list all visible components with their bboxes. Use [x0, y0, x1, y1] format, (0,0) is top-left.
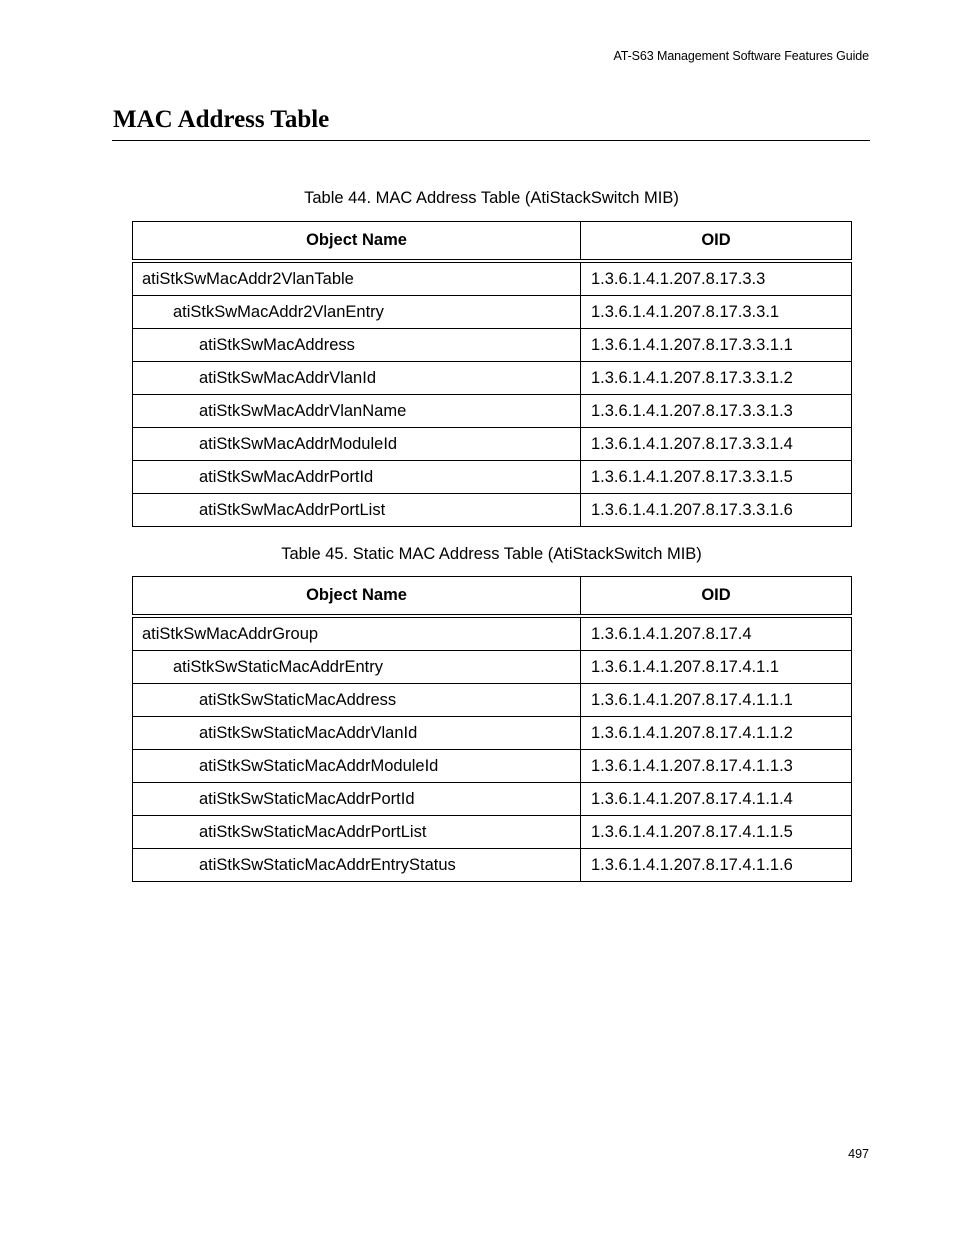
- table-row: [133, 816, 852, 849]
- running-header: AT-S63 Management Software Features Guide: [613, 49, 869, 63]
- oid-cell: 1.3.6.1.4.1.207.8.17.3.3.1: [581, 296, 852, 329]
- mib-table: [132, 221, 852, 527]
- column-header-oid: OID: [581, 222, 852, 262]
- object-name-cell: atiStkSwMacAddrVlanName: [133, 395, 581, 428]
- column-header-oid: OID: [581, 577, 852, 617]
- table-header-row: [133, 222, 852, 262]
- section-title: MAC Address Table: [113, 106, 330, 133]
- table-caption: Table 44. MAC Address Table (AtiStackSwitch MIB): [304, 189, 679, 207]
- table-row: [133, 395, 852, 428]
- table-caption: Table 45. Static MAC Address Table (AtiStackSwitch MIB): [281, 545, 702, 563]
- table-row: [133, 296, 852, 329]
- table-row: [133, 684, 852, 717]
- table-body: [133, 616, 852, 882]
- table-row: [133, 362, 852, 395]
- table-row: [133, 717, 852, 750]
- table-header-row: [133, 577, 852, 617]
- oid-cell: 1.3.6.1.4.1.207.8.17.3.3.1.3: [581, 395, 852, 428]
- column-header-object-name: Object Name: [133, 222, 581, 262]
- oid-cell: 1.3.6.1.4.1.207.8.17.3.3: [581, 261, 852, 296]
- mib-table: [132, 576, 852, 882]
- table-body: [133, 261, 852, 527]
- oid-cell: 1.3.6.1.4.1.207.8.17.3.3.1.2: [581, 362, 852, 395]
- object-name-cell: atiStkSwMacAddrPortList: [133, 494, 581, 527]
- object-name-cell: atiStkSwMacAddrGroup: [133, 616, 581, 651]
- table-row: [133, 494, 852, 527]
- oid-cell: 1.3.6.1.4.1.207.8.17.4.1.1.6: [581, 849, 852, 882]
- object-name-cell: atiStkSwStaticMacAddrVlanId: [133, 717, 581, 750]
- oid-cell: 1.3.6.1.4.1.207.8.17.3.3.1.4: [581, 428, 852, 461]
- oid-cell: 1.3.6.1.4.1.207.8.17.4.1.1.5: [581, 816, 852, 849]
- object-name-cell: atiStkSwMacAddr2VlanEntry: [133, 296, 581, 329]
- object-name-cell: atiStkSwMacAddrPortId: [133, 461, 581, 494]
- oid-cell: 1.3.6.1.4.1.207.8.17.3.3.1.1: [581, 329, 852, 362]
- object-name-cell: atiStkSwMacAddrModuleId: [133, 428, 581, 461]
- title-rule: [112, 140, 870, 141]
- oid-cell: 1.3.6.1.4.1.207.8.17.4: [581, 616, 852, 651]
- object-name-cell: atiStkSwMacAddr2VlanTable: [133, 261, 581, 296]
- object-name-cell: atiStkSwMacAddress: [133, 329, 581, 362]
- table-row: [133, 261, 852, 296]
- column-header-object-name: Object Name: [133, 577, 581, 617]
- table-row: [133, 461, 852, 494]
- table-row: [133, 651, 852, 684]
- table-row: [133, 616, 852, 651]
- table-row: [133, 783, 852, 816]
- table-row: [133, 329, 852, 362]
- table-row: [133, 849, 852, 882]
- oid-cell: 1.3.6.1.4.1.207.8.17.4.1.1.1: [581, 684, 852, 717]
- oid-cell: 1.3.6.1.4.1.207.8.17.3.3.1.5: [581, 461, 852, 494]
- oid-cell: 1.3.6.1.4.1.207.8.17.4.1.1.3: [581, 750, 852, 783]
- oid-cell: 1.3.6.1.4.1.207.8.17.4.1.1.4: [581, 783, 852, 816]
- object-name-cell: atiStkSwStaticMacAddrPortId: [133, 783, 581, 816]
- oid-cell: 1.3.6.1.4.1.207.8.17.4.1.1.2: [581, 717, 852, 750]
- object-name-cell: atiStkSwMacAddrVlanId: [133, 362, 581, 395]
- page-number: 497: [848, 1147, 869, 1161]
- object-name-cell: atiStkSwStaticMacAddrEntry: [133, 651, 581, 684]
- table-row: [133, 750, 852, 783]
- object-name-cell: atiStkSwStaticMacAddrPortList: [133, 816, 581, 849]
- object-name-cell: atiStkSwStaticMacAddrEntryStatus: [133, 849, 581, 882]
- table-row: [133, 428, 852, 461]
- oid-cell: 1.3.6.1.4.1.207.8.17.4.1.1: [581, 651, 852, 684]
- object-name-cell: atiStkSwStaticMacAddrModuleId: [133, 750, 581, 783]
- oid-cell: 1.3.6.1.4.1.207.8.17.3.3.1.6: [581, 494, 852, 527]
- object-name-cell: atiStkSwStaticMacAddress: [133, 684, 581, 717]
